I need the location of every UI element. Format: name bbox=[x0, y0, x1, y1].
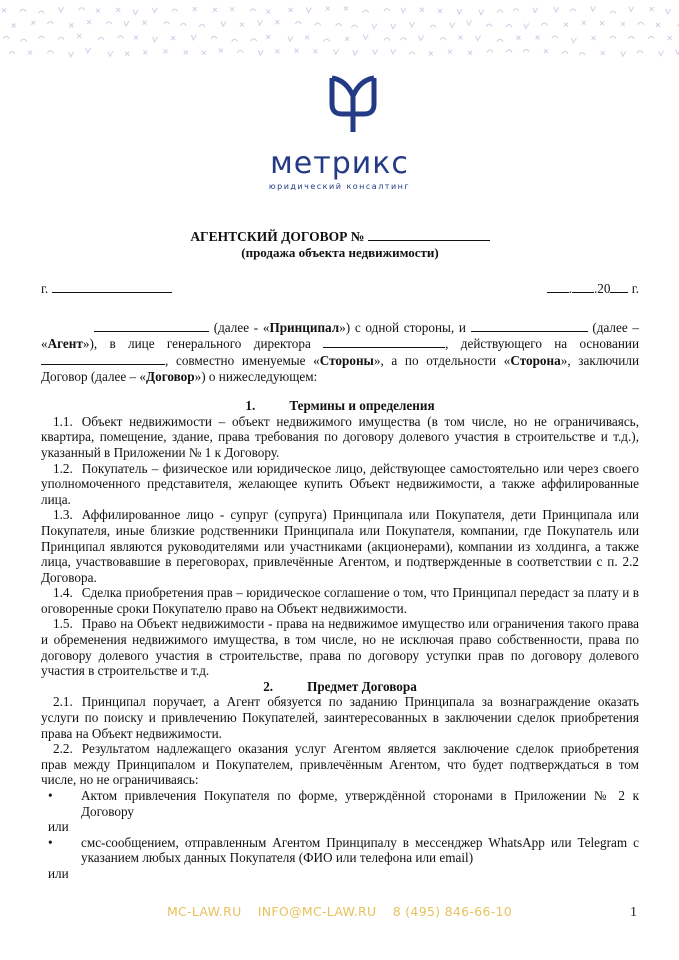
day-blank bbox=[547, 280, 569, 293]
title-text: АГЕНТСКИЙ ДОГОВОР № bbox=[190, 229, 365, 244]
contract-number-blank bbox=[368, 228, 490, 241]
clause-1-5: 1.5. Право на Объект недвижимости - права на недвижимое имущество или ограничения такого права и обременения недвижимого имущества, в том числе, но не исключая право собственности, права по договору долевого участия в строительстве, права по договору уступки прав по договору долевого участия в строительстве и т.д. bbox=[41, 616, 639, 679]
list-item: • Актом привлечения Покупателя по форме, утверждённой сторонами в Приложении № 2 к Договору bbox=[41, 788, 639, 819]
list-item: • смс-сообщением, отправленным Агентом Принципалу в мессенджер WhatsApp или Telegram с указанием любых данных Покупателя (ФИО или телефона или email) bbox=[41, 835, 639, 866]
clause-1-3: 1.3. Аффилированное лицо - супруг (супруга) Принципала или Покупателя, дети Принципала или Покупателя, иные близкие родственники Принципала или Покупателя, компании, где Покупатель или Принципал являются руководителями или участниками (акционерами), компании из холдинга, а также лица, участвовавшие в переговорах, привлечённые Агентом, и подтвержденные в соответствии с п. 2.2 Договора. bbox=[41, 507, 639, 585]
clause-1-4: 1.4. Сделка приобретения прав – юридическое соглашение о том, что Принципал передаст за плату и в оговоренные сроки Покупателю право на Объект недвижимости. bbox=[41, 585, 639, 616]
year-blank bbox=[610, 280, 628, 293]
year-prefix: .20 bbox=[594, 281, 611, 297]
footer-email-link[interactable]: INFO@MC-LAW.RU bbox=[257, 904, 377, 919]
intro-paragraph: (далее - «Принципал») с одной стороны, и (далее – «Агент»), в лице генерального директора , действующего на основании , совместно именуемые «Стороны», а по отдельности «Сторона», заключили Договор (далее – «Договор») о нижеследующем: bbox=[41, 319, 640, 384]
bullet-icon: • bbox=[48, 788, 53, 803]
document-title bbox=[41, 228, 639, 245]
basis-blank bbox=[41, 352, 165, 365]
page-number: 1 bbox=[630, 905, 637, 920]
or-text: или bbox=[48, 819, 69, 835]
footer-phone: 8 (495) 846-66-10 bbox=[392, 904, 513, 919]
or-text: или bbox=[48, 865, 69, 881]
decorative-pattern bbox=[0, 0, 679, 62]
clause-1-2: 1.2. Покупатель – физическое или юридическое лицо, действующее самостоятельно или через своего уполномоченного представителя, желающее купить Объект недвижимости, а также аффилированные лица. bbox=[41, 460, 639, 507]
year-suffix: г. bbox=[631, 281, 639, 297]
principal-blank bbox=[94, 319, 209, 332]
footer-website-link[interactable]: MC-LAW.RU bbox=[166, 904, 242, 919]
director-blank bbox=[323, 335, 445, 348]
agent-blank bbox=[471, 319, 588, 332]
clause-2-1: 2.1. Принципал поручает, а Агент обязуется по заданию Принципала за вознаграждение оказать услуги по поиску и привлечению Покупателей, заинтересованных в заключении сделок приобретения права на Объект недвижимости. bbox=[41, 694, 639, 741]
month-blank bbox=[572, 280, 594, 293]
city-prefix: г. bbox=[41, 281, 49, 297]
bullet-icon: • bbox=[48, 834, 53, 850]
section-1-heading: 1. Термины и определения bbox=[245, 398, 435, 414]
city-blank bbox=[52, 280, 172, 293]
company-logo bbox=[0, 70, 679, 195]
city-date-line: г. . .20 г. bbox=[41, 281, 639, 297]
section-2-heading: 2. Предмет Договора bbox=[263, 678, 417, 694]
logo-wordmark: метрикс bbox=[270, 146, 409, 181]
logo-mark-icon bbox=[328, 74, 378, 136]
footer-contacts bbox=[0, 904, 679, 919]
logo-tagline: юридический консалтинг bbox=[268, 182, 411, 191]
document-subtitle: (продажа объекта недвижимости) bbox=[241, 244, 439, 260]
clause-1-1: 1.1. Объект недвижимости – объект недвижимого имущества (в том числе, но не ограничиваясь, квартира, помещение, здание, права требования по договору долевого участия в строительстве и т.д.), указанный в Приложении № 1 к Договору. bbox=[41, 413, 639, 460]
contract-body bbox=[41, 228, 639, 882]
clause-2-2: 2.2. Результатом надлежащего оказания услуг Агентом является заключение сделок приобретения прав между Принципалом и Покупателем, привлечённым Агентом, что будет подтверждаться в том числе, но не ограничиваясь: bbox=[41, 741, 639, 788]
